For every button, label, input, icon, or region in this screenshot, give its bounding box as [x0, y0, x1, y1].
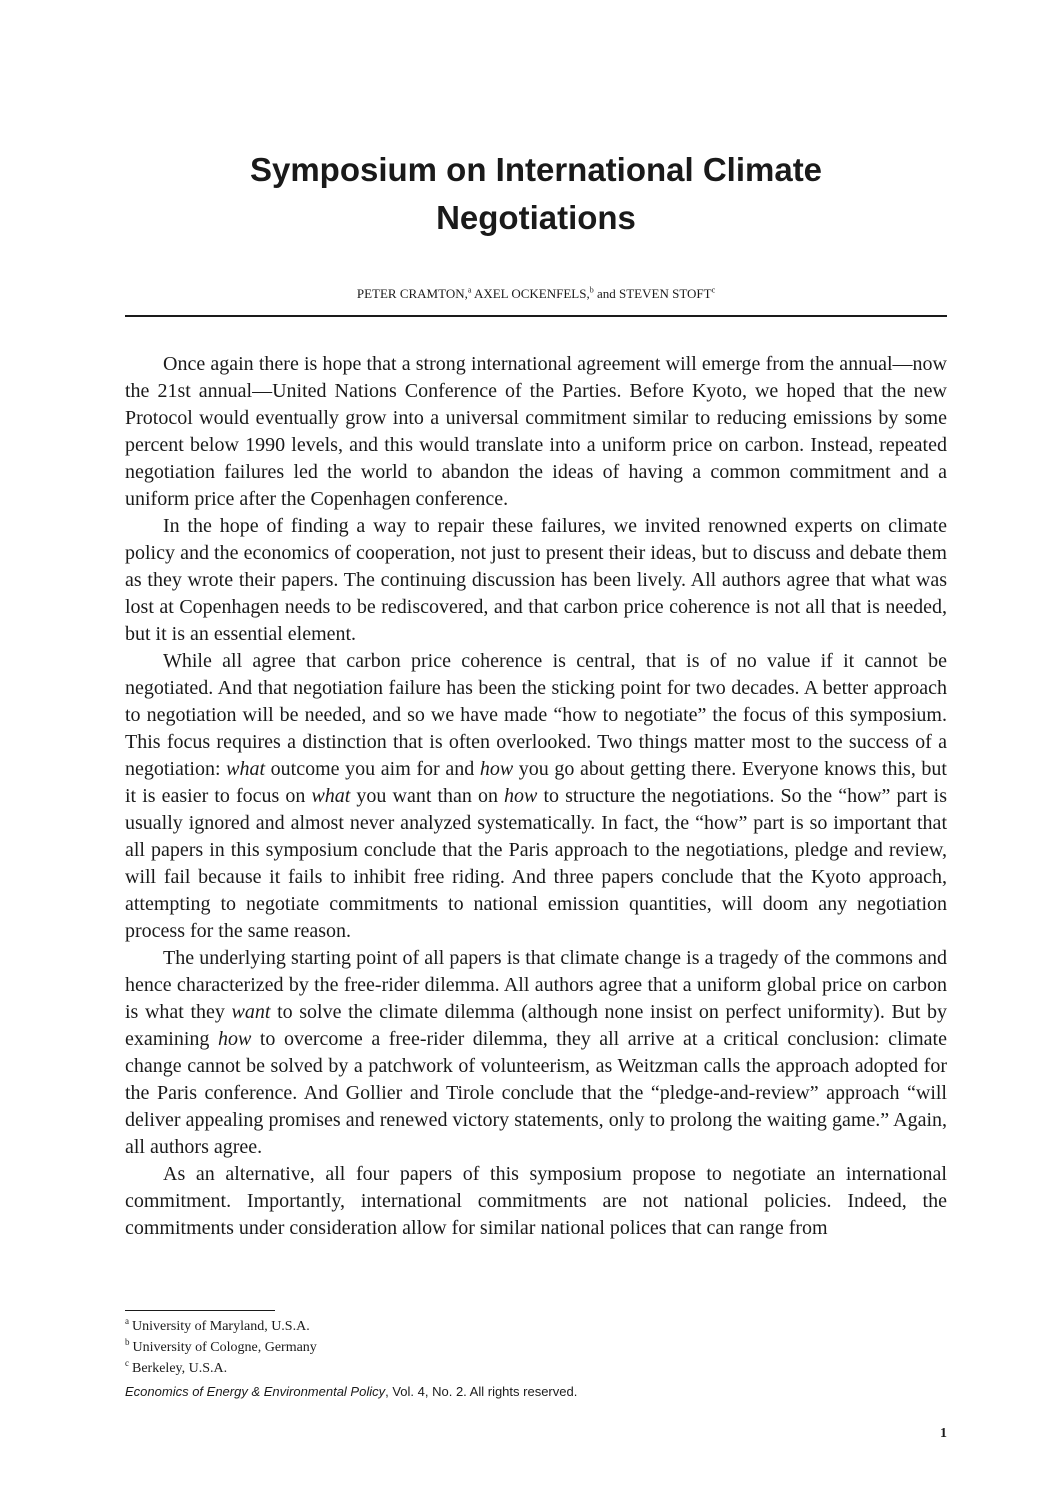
paragraph-3-text-5: to structure the negotiations. So the “how” part is usually ignored and almost never analyzed systematically. In fact, the “how” part is so important that all papers in this symposium conclude that the Paris approach to the negotiations, pledge and review, will fail because it fails to inhibit free riding. And three papers conclude that the Kyoto approach, attempting to negotiate commitments to national emission quantities, will doom any negotiation process for the same reason. — [125, 785, 947, 942]
footnotes — [125, 1316, 947, 1379]
footnote-text: Berkeley, U.S.A. — [132, 1361, 228, 1376]
header-divider — [125, 315, 947, 317]
paragraph-5: As an alternative, all four papers of this symposium propose to negotiate an international commitment. Importantly, international commitments are not national policies. Indeed, the commitments under consideration allow for similar national polices that can range from — [125, 1163, 947, 1239]
footnote-mark: a — [125, 1316, 129, 1327]
footnote-c — [125, 1358, 947, 1379]
journal-volume: , Vol. 4, No. 2. All rights reserved. — [385, 1384, 578, 1399]
footnote-mark: b — [125, 1337, 130, 1348]
emphasis-how-3: how — [217, 1028, 252, 1050]
paragraph-1: Once again there is hope that a strong international agreement will emerge from the annual—now the 21st annual—United Nations Conference of the Parties. Before Kyoto, we hoped that the new Protocol would eventually grow into a universal commitment similar to reducing emissions by some percent below 1990 levels, and this would translate into a uniform price on carbon. Instead, repeated negotiation failures led the world to abandon the ideas of having a common commitment and a uniform price after the Copenhagen conference. — [125, 353, 947, 510]
paragraph-4-text-2: to solve the climate dilemma (although none insist on perfect uniformity). But by examining — [125, 1001, 947, 1050]
paragraph-3-text-3: you go about getting there. Everyone knows this, but it is easier to focus on — [125, 758, 947, 807]
article-body — [125, 351, 947, 1242]
journal-name: Economics of Energy & Environmental Policy — [125, 1384, 386, 1399]
footnote-divider — [125, 1310, 275, 1311]
paragraph-4-text-3: to overcome a free-rider dilemma, they all arrive at a critical conclusion: climate change cannot be solved by a patchwork of volunteerism, as Weitzman calls the approach adopted for the Paris conference. And Gollier and Tirole conclude that the “pledge-and-review” approach “will deliver appealing promises and renewed victory statements, only to prolong the waiting game.” Again, all authors agree. — [125, 1028, 947, 1158]
affiliation-mark-c: c — [711, 285, 716, 295]
emphasis-want: want — [231, 1001, 271, 1023]
journal-citation — [125, 1383, 947, 1401]
emphasis-how-2: how — [504, 785, 538, 807]
affiliation-mark-b: b — [589, 285, 594, 295]
author-stoft: STEVEN STOFT — [619, 286, 712, 301]
footnote-mark: c — [125, 1358, 129, 1369]
paragraph-3 — [125, 648, 947, 945]
footnote-a — [125, 1316, 947, 1337]
title-line-2: Negotiations — [436, 199, 636, 236]
paragraph-3-text-4: you want than on — [350, 785, 505, 807]
author-cramton: PETER CRAMTON, — [356, 286, 468, 301]
footnote-text: University of Cologne, Germany — [132, 1340, 317, 1355]
paragraph-4-text-1: The underlying starting point of all papers is that climate change is a tragedy of the commons and hence characterized by the free-rider dilemma. All authors agree that a uniform global price on carbon is what they — [125, 947, 947, 1023]
author-conjunction: and — [593, 286, 620, 301]
author-byline — [125, 285, 947, 303]
title-line-1: Symposium on International Climate — [249, 151, 823, 188]
paragraph-3-text-1: While all agree that carbon price coherence is central, that is of no value if it cannot be negotiated. And that negotiation failure has been the sticking point for two decades. A better approach to negotiation will be needed, and so we have made “how to negotiate” the focus of this symposium. This focus requires a distinction that is often overlooked. Two things matter most to the success of a negotiation: — [125, 650, 947, 780]
emphasis-what: what — [226, 758, 266, 780]
emphasis-how: how — [479, 758, 514, 780]
paragraph-4 — [125, 945, 947, 1161]
paragraph-2: In the hope of finding a way to repair these failures, we invited renowned experts on climate policy and the economics of cooperation, not just to present their ideas, but to discuss and debate them as they wrote their papers. The continuing discussion has been lively. All authors agree that what was lost at Copenhagen needs to be rediscovered, and that carbon price coherence is not all that is needed, but it is an essential element. — [125, 515, 947, 645]
page-number: 1 — [940, 1426, 947, 1441]
paragraph-3-text-2: outcome you aim for and — [265, 758, 480, 780]
emphasis-what-2: what — [311, 785, 351, 807]
article-title — [125, 146, 947, 242]
footnote-b — [125, 1337, 947, 1358]
author-ockenfels: AXEL OCKENFELS, — [471, 286, 590, 301]
affiliation-mark-a: a — [467, 285, 472, 295]
footnote-text: University of Maryland, U.S.A. — [132, 1319, 310, 1334]
